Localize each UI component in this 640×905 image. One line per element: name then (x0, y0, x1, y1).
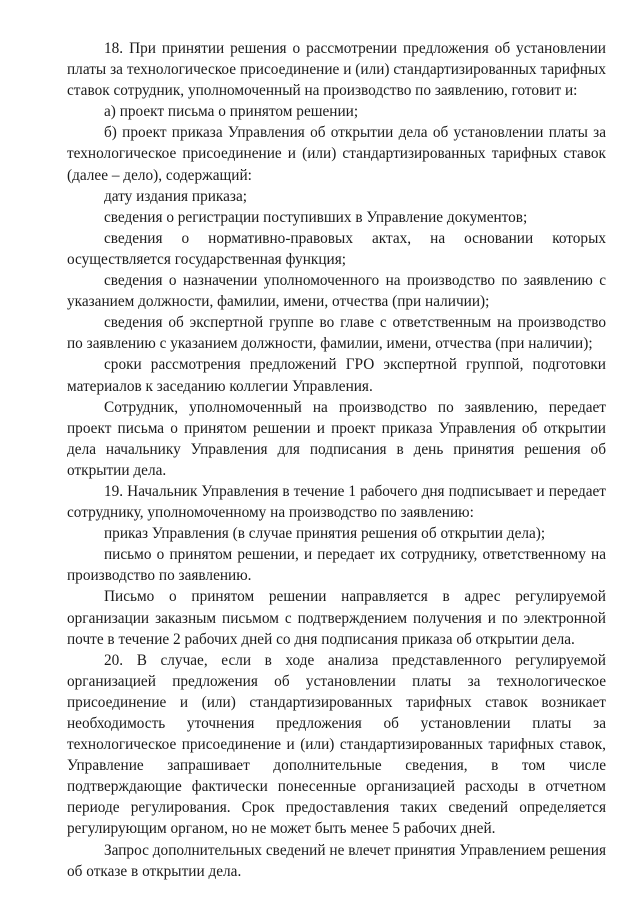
paragraph-18-b: б) проект приказа Управления об открытии дела об установлении платы за технологическое присоединение и (или) стандартизированных тарифных ставок (далее – дело), содержащий: (67, 124, 606, 184)
list-item-legal-acts: сведения о нормативно-правовых актах, на основании которых осуществляется государственная функция; (67, 229, 606, 268)
list-item-letter: письмо о принятом решении, и передает их сотруднику, ответственному на производство по заявлению. (67, 546, 606, 585)
paragraph-19: 19. Начальник Управления в течение 1 рабочего дня подписывает и передает сотруднику, уполномоченному на производство по заявлению: (67, 482, 606, 522)
paragraph-letter-sending: Письмо о принятом решении направляется в адрес регулируемой организации заказным письмом с подтверждением получения и по электронной почте в течение 2 рабочих дней со дня подписания приказа об открытии дела. (67, 588, 606, 648)
list-item-review-terms: сроки рассмотрения предложений ГРО экспертной группой, подготовки материалов к заседанию коллегии Управления. (67, 356, 606, 395)
list-item-order-date: дату издания приказа; (104, 187, 247, 205)
paragraph-request: Запрос дополнительных сведений не влечет принятия Управлением решения об отказе в открытии дела. (67, 841, 606, 880)
paragraph-20: 20. В случае, если в ходе анализа представленного регулируемой организацией предложения об установлении платы за технологическое присоединение и (или) стандартизированных тарифных ставок возникает необходимость уточнения предложения об установлении платы за технологическое присоединение и (или) стандартизированных тарифных ставок, Управление запрашивает дополнительные сведения, в том числе подтверждающие фактически понесенные организацией расходы в отчетном периоде регулирования. Срок предоставления таких сведений определяется регулирующим органом, но не может быть менее 5 рабочих дней. (67, 651, 606, 838)
paragraph-18: 18. При принятии решения о рассмотрении предложения об установлении платы за технологическое присоединение и (или) стандартизированных тарифных ставок сотрудник, уполномоченный на производство по заявлению, готовит и: (67, 40, 606, 100)
list-item-expert-group: сведения об экспертной группе во главе с ответственным на производство по заявлению с указанием должности, фамилии, имени, отчества (при наличии); (67, 314, 606, 353)
paragraph-18-a: а) проект письма о принятом решении; (104, 103, 359, 121)
list-item-authorized-person: сведения о назначении уполномоченного на производство по заявлению с указанием должности, фамилии, имени, отчества (при наличии); (67, 272, 606, 311)
list-item-order: приказ Управления (в случае принятия решения об открытии дела); (104, 525, 546, 543)
list-item-registration: сведения о регистрации поступивших в Управление документов; (104, 208, 528, 226)
paragraph-transfer: Сотрудник, уполномоченный на производство по заявлению, передает проект письма о принятом решении и проект приказа Управления об открытии дела начальнику Управления для подписания в день принятия решения об открытии дела. (67, 398, 606, 479)
